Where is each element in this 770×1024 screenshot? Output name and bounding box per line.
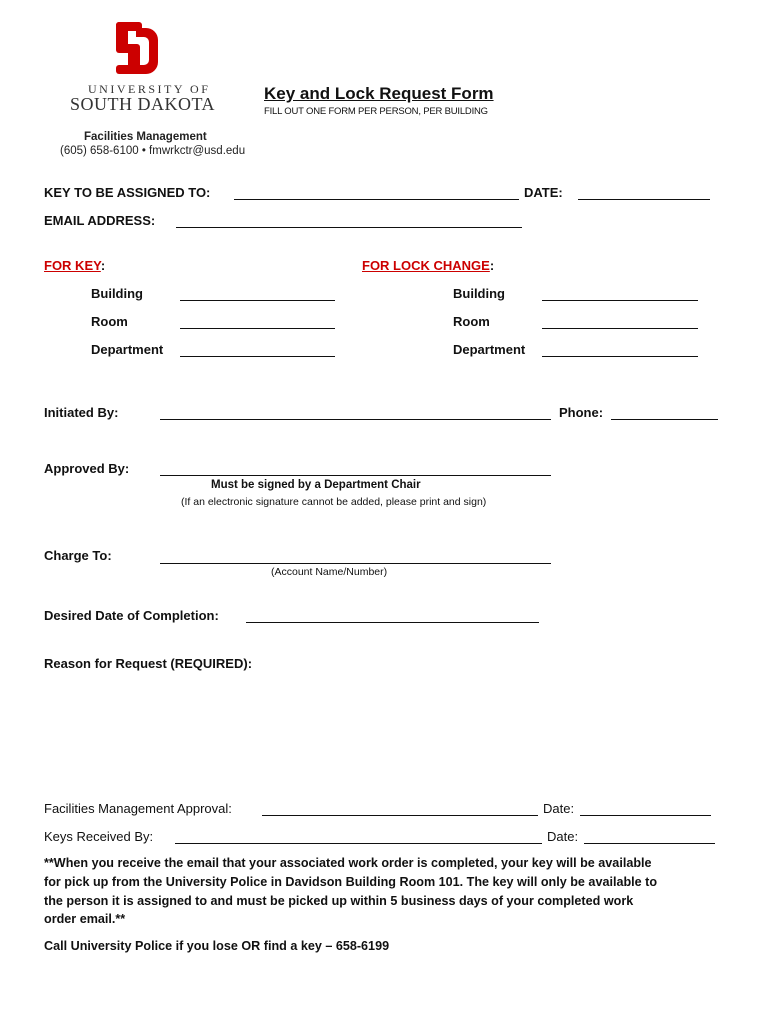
for-lock-colon: :	[489, 258, 495, 273]
for-key-heading-text: FOR KEY	[44, 258, 101, 273]
initiated-input[interactable]	[160, 419, 551, 420]
completion-input[interactable]	[246, 622, 539, 623]
for-key-colon: :	[100, 258, 106, 273]
lock-department-label: Department	[453, 342, 526, 357]
notice-line-2: for pick up from the University Police in Davidson Building Room 101. The key will only be available to	[44, 875, 658, 889]
charge-note: (Account Name/Number)	[271, 566, 388, 578]
key-assigned-label: KEY TO BE ASSIGNED TO:	[44, 185, 211, 200]
keys-received-label: Keys Received By:	[44, 829, 154, 844]
email-label: EMAIL ADDRESS:	[44, 213, 156, 228]
email-input[interactable]	[176, 227, 522, 228]
facilities-approval-input[interactable]	[262, 815, 538, 816]
usd-logo-mark	[114, 20, 162, 82]
charge-label: Charge To:	[44, 548, 112, 563]
approved-note-chair: Must be signed by a Department Chair	[211, 479, 421, 491]
lock-department-input[interactable]	[542, 356, 698, 357]
form-title: Key and Lock Request Form	[264, 84, 494, 103]
dept-name: Facilities Management	[84, 131, 207, 143]
key-room-input[interactable]	[180, 328, 335, 329]
facilities-approval-label: Facilities Management Approval:	[44, 801, 232, 816]
lock-room-input[interactable]	[542, 328, 698, 329]
key-department-label: Department	[91, 342, 164, 357]
notice-line-3: the person it is assigned to and must be picked up within 5 business days of your completed work	[44, 894, 634, 908]
charge-input[interactable]	[160, 563, 551, 564]
notice-line-1: **When you receive the email that your associated work order is completed, your key will be available	[44, 856, 652, 870]
reason-label: Reason for Request (REQUIRED):	[44, 656, 253, 671]
for-lock-heading-text: FOR LOCK CHANGE	[362, 258, 490, 273]
phone-input[interactable]	[611, 419, 718, 420]
dept-contact: (605) 658-6100 • fmwrkctr@usd.edu	[60, 145, 246, 157]
logo-south-dakota: SOUTH DAKOTA	[70, 94, 216, 114]
call-police-footer: Call University Police if you lose OR find a key – 658-6199	[44, 939, 390, 953]
keys-received-date-input[interactable]	[584, 843, 715, 844]
facilities-date-input[interactable]	[580, 815, 711, 816]
approved-label: Approved By:	[44, 461, 130, 476]
key-building-label: Building	[91, 286, 143, 301]
facilities-date-label: Date:	[543, 801, 575, 816]
for-lock-heading	[362, 258, 494, 273]
date-label: DATE:	[524, 185, 563, 200]
key-department-input[interactable]	[180, 356, 335, 357]
lock-building-input[interactable]	[542, 300, 698, 301]
initiated-label: Initiated By:	[44, 405, 119, 420]
reason-input-area[interactable]	[44, 676, 724, 786]
phone-label: Phone:	[559, 405, 604, 420]
for-key-heading	[44, 258, 105, 273]
key-room-label: Room	[91, 314, 128, 329]
date-input[interactable]	[578, 199, 710, 200]
key-assigned-input[interactable]	[234, 199, 519, 200]
keys-received-input[interactable]	[175, 843, 542, 844]
logo-university-of: UNIVERSITY OF	[88, 82, 211, 96]
approved-input[interactable]	[160, 475, 551, 476]
form-subtitle: FILL OUT ONE FORM PER PERSON, PER BUILDING	[264, 106, 488, 117]
lock-room-label: Room	[453, 314, 490, 329]
keys-received-date-label: Date:	[547, 829, 579, 844]
key-building-input[interactable]	[180, 300, 335, 301]
notice-line-4: order email.**	[44, 912, 126, 926]
lock-building-label: Building	[453, 286, 505, 301]
completion-label: Desired Date of Completion:	[44, 608, 219, 623]
approved-note-signature: (If an electronic signature cannot be added, please print and sign)	[181, 496, 487, 508]
